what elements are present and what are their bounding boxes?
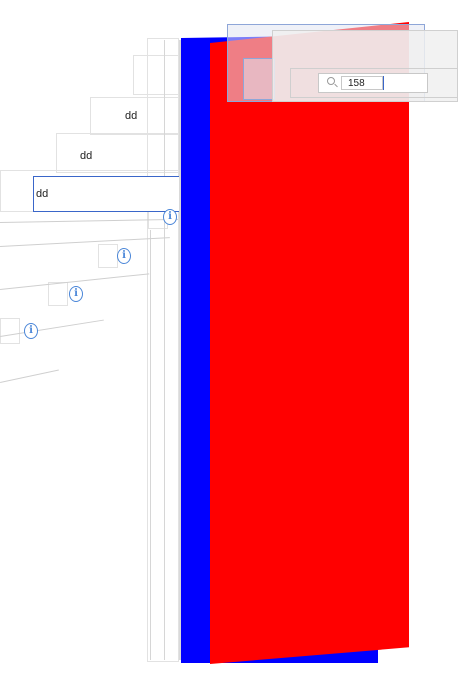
dropdown-label-2[interactable]: dd xyxy=(80,150,93,162)
wire-layer-8 xyxy=(48,282,68,306)
wire-layer-4 xyxy=(56,133,179,173)
search-bar[interactable] xyxy=(318,73,428,93)
info-icon[interactable]: i xyxy=(117,248,131,264)
info-icon[interactable]: i xyxy=(163,209,177,225)
wire-layer-9 xyxy=(0,318,20,344)
search-input[interactable]: 158 xyxy=(341,76,383,90)
info-icon[interactable]: i xyxy=(69,286,83,302)
search-icon xyxy=(327,77,335,85)
wire-layer-2 xyxy=(133,55,179,95)
info-icon[interactable]: i xyxy=(24,323,38,339)
red-panel-layer xyxy=(210,22,409,664)
dropdown-label-1[interactable]: dd xyxy=(125,110,138,122)
wire-line-1 xyxy=(0,237,170,247)
wire-line-4 xyxy=(0,370,59,383)
wire-vline-2 xyxy=(150,230,151,660)
text-caret xyxy=(383,76,384,90)
wire-vline-1 xyxy=(164,40,165,660)
dropdown-label-3: dd xyxy=(36,188,49,200)
wire-layer-7 xyxy=(98,244,118,268)
dropdown-field[interactable] xyxy=(33,176,183,212)
overlay-panel-mid xyxy=(243,58,275,100)
